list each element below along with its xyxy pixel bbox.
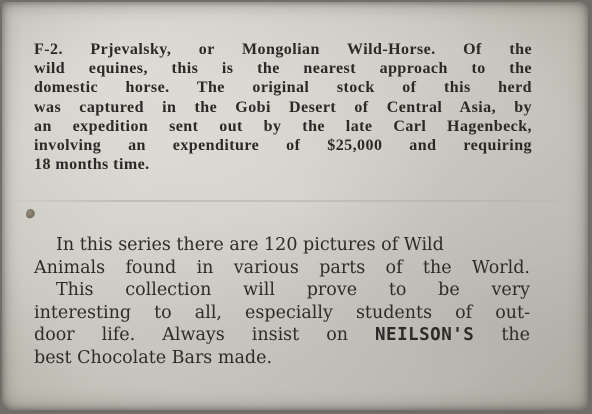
stain-mark <box>26 209 35 219</box>
series-note-line: This collection will prove to be very <box>56 280 530 301</box>
card-crease <box>2 200 588 202</box>
series-note <box>34 234 530 370</box>
trading-card-back <box>2 2 588 410</box>
caption-line: wild equines, this is the nearest approach to the <box>34 60 532 78</box>
caption-line: domestic horse. The original stock of this herd <box>34 79 532 97</box>
series-note-line: Animals found in various parts of the World. <box>34 257 530 278</box>
caption-line: an expedition sent out by the late Carl Hagenbeck, <box>34 117 532 135</box>
series-note-text: door life. Always insist on <box>34 325 375 346</box>
series-note-line: best Chocolate Bars made. <box>34 347 273 368</box>
caption-line: involving an expenditure of $25,000 and requiring <box>34 137 532 155</box>
series-note-text: the <box>474 325 530 346</box>
series-note-line: interesting to all, especially students of out- <box>34 302 530 323</box>
series-note-line: In this series there are 120 pictures of Wild <box>56 235 444 255</box>
animal-caption <box>34 40 532 174</box>
caption-line: 18 months time. <box>34 156 150 174</box>
caption-line: F-2. Prjevalsky, or Mongolian Wild-Horse. Of the <box>34 41 532 58</box>
caption-line: was captured in the Gobi Desert of Central Asia, by <box>34 98 532 116</box>
series-note-line <box>34 324 530 347</box>
brand-name: NEILSON'S <box>375 325 475 346</box>
